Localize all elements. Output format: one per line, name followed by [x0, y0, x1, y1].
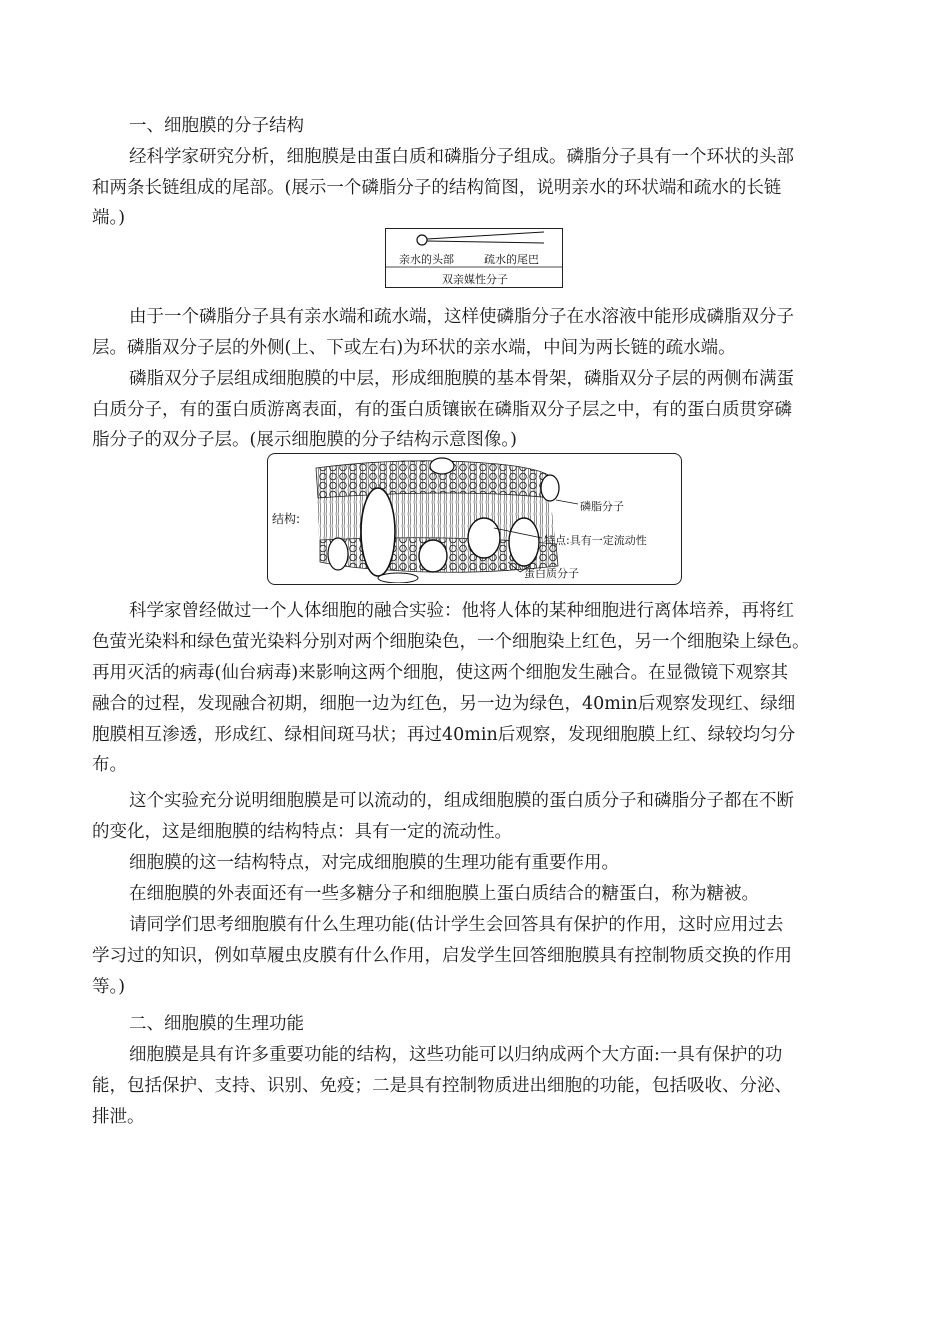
membrane-structure-figure [267, 453, 682, 585]
paragraph-line: 和两条长链组成的尾部。(展示一个磷脂分子的结构简图，说明亲水的环状端和疏水的长链 [92, 178, 782, 198]
hydrophilic-head-label: 亲水的头部 [399, 253, 454, 266]
paragraph-line: 排泄。 [92, 1107, 145, 1127]
paragraph-line: 磷脂双分子层组成细胞膜的中层，形成细胞膜的基本骨架，磷脂双分子层的两侧布满蛋 [129, 369, 794, 389]
paragraph-line: 等。) [92, 977, 126, 997]
section-heading-1: 一、细胞膜的分子结构 [129, 116, 304, 136]
paragraph-line: 能，包括保护、支持、识别、免疫；二是具有控制物质进出细胞的功能，包括吸收、分泌、 [92, 1076, 792, 1096]
paragraph-line: 端。) [92, 208, 126, 228]
membrane-diagram-icon [268, 454, 680, 583]
paragraph-line: 的变化，这是细胞膜的结构特点：具有一定的流动性。 [92, 822, 512, 842]
paragraph-line: 白质分子，有的蛋白质游离表面，有的蛋白质镶嵌在磷脂双分子层之中，有的蛋白质贯穿磷 [92, 400, 792, 420]
paragraph-line: 请同学们思考细胞膜有什么生理功能(估计学生会回答具有保护的作用，这时应用过去 [129, 915, 784, 935]
paragraph-line: 科学家曾经做过一个人体细胞的融合实验：他将人体的某种细胞进行离体培养，再将红 [129, 601, 794, 621]
protein-label: 蛋白质分子 [524, 567, 579, 580]
paragraph-line: 布。 [92, 755, 127, 775]
paragraph-line: 细胞膜是具有许多重要功能的结构，这些功能可以归纳成两个大方面:一具有保护的功 [129, 1045, 783, 1065]
paragraph-line: 层。磷脂双分子层的外侧(上、下或左右)为环状的亲水端，中间为两长链的疏水端。 [92, 338, 736, 358]
hydrophobic-tail-label: 疏水的尾巴 [484, 253, 539, 266]
paragraph-line: 再用灭活的病毒(仙台病毒)来影响这两个细胞，使这两个细胞发生融合。在显微镜下观察其 [92, 663, 789, 683]
phospholipid-label: 磷脂分子 [580, 500, 624, 513]
paragraph-line: 色萤光染料和绿色萤光染料分别对两个细胞染色，一个细胞染上红色，另一个细胞染上绿色。 [92, 632, 810, 652]
section-heading-2: 二、细胞膜的生理功能 [129, 1014, 304, 1034]
paragraph-line: 经科学家研究分析，细胞膜是由蛋白质和磷脂分子组成。磷脂分子具有一个环状的头部 [129, 147, 794, 167]
structure-label: 结构: [272, 512, 301, 526]
paragraph-line: 胞膜相互渗透，形成红、绿相间斑马状；再过40min后观察，发现细胞膜上红、绿较均匀分 [92, 725, 796, 745]
paragraph-line: 这个实验充分说明细胞膜是可以流动的，组成细胞膜的蛋白质分子和磷脂分子都在不断 [129, 791, 794, 811]
paragraph-line: 脂分子的双分子层。(展示细胞膜的分子结构示意图像。) [92, 430, 517, 450]
paragraph-line: 学习过的知识，例如草履虫皮膜有什么作用，启发学生回答细胞膜具有控制物质交换的作用 [92, 946, 792, 966]
paragraph-line: 融合的过程，发现融合初期，细胞一边为红色，另一边为绿色，40min后观察发现红、绿细 [92, 694, 796, 714]
phospholipid-figure [385, 228, 563, 288]
paragraph-line: 在细胞膜的外表面还有一些多糖分子和细胞膜上蛋白质结合的糖蛋白，称为糖被。 [129, 884, 759, 904]
feature-label: 特点:具有一定流动性 [544, 534, 647, 547]
figure-caption: 双亲媒性分子 [442, 273, 508, 286]
paragraph-line: 由于一个磷脂分子具有亲水端和疏水端，这样使磷脂分子在水溶液中能形成磷脂双分子 [129, 307, 794, 327]
paragraph-line: 细胞膜的这一结构特点，对完成细胞膜的生理功能有重要作用。 [129, 853, 619, 873]
